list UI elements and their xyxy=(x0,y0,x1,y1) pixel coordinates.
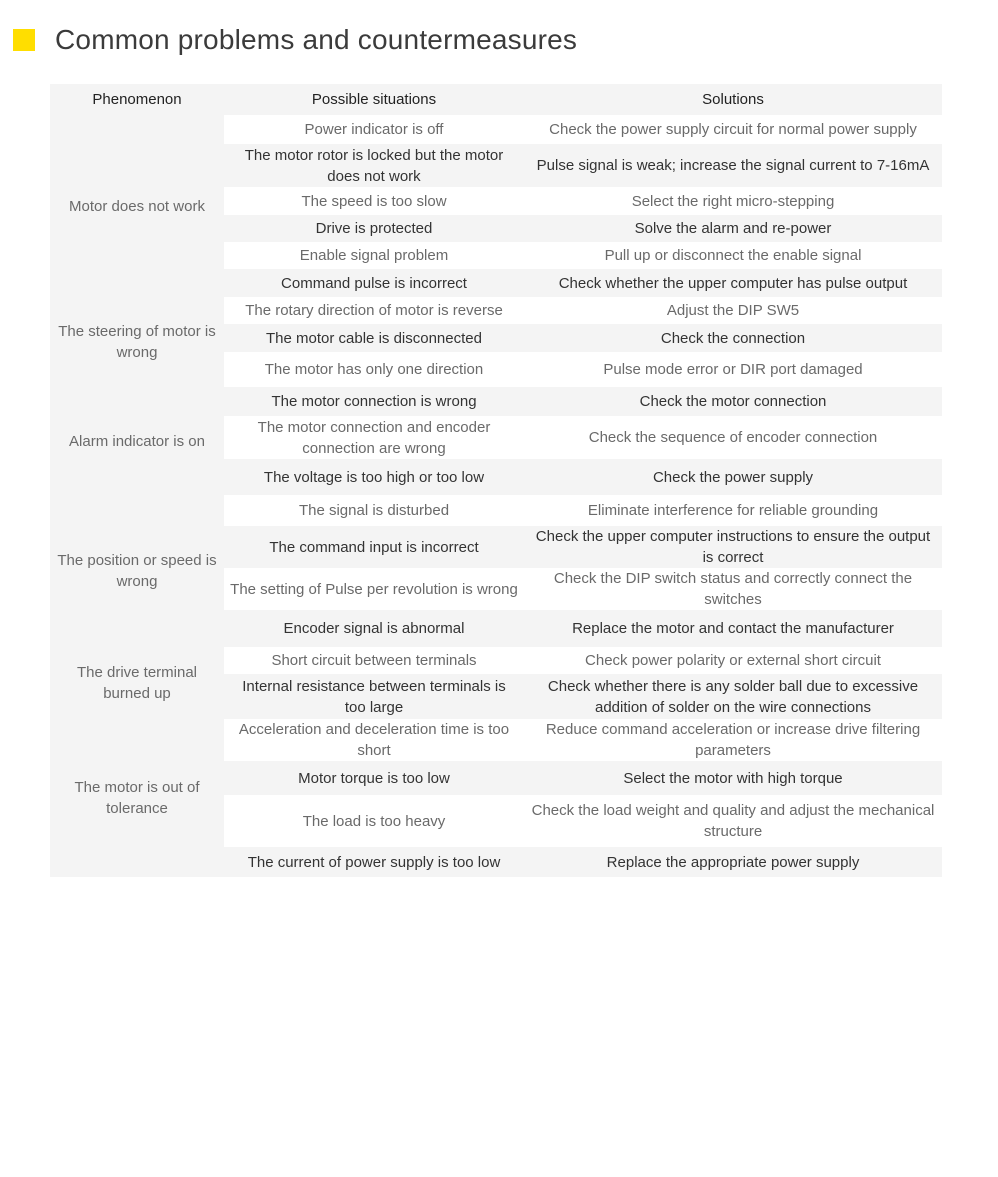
solution-cell: Check the motor connection xyxy=(524,387,942,416)
solution-cell: Check the DIP switch status and correctly connect the switches xyxy=(524,568,942,610)
solution-cell: Check the power supply circuit for normal power supply xyxy=(524,115,942,144)
table-row xyxy=(50,719,942,761)
situation-cell: The motor connection is wrong xyxy=(224,387,524,416)
yellow-square-icon xyxy=(13,29,35,51)
solution-cell: Select the motor with high torque xyxy=(524,761,942,795)
situation-cell: Encoder signal is abnormal xyxy=(224,610,524,647)
situation-cell: Motor torque is too low xyxy=(224,761,524,795)
solution-cell: Check the sequence of encoder connection xyxy=(524,416,942,459)
situation-cell: Enable signal problem xyxy=(224,242,524,269)
solution-cell: Select the right micro-stepping xyxy=(524,187,942,215)
solution-cell: Replace the motor and contact the manufacturer xyxy=(524,610,942,647)
table-row xyxy=(50,297,942,324)
phenomenon-cell: Motor does not work xyxy=(50,115,224,297)
situation-cell: The current of power supply is too low xyxy=(224,847,524,877)
situation-cell: The motor rotor is locked but the motor does not work xyxy=(224,144,524,187)
situation-cell: The signal is disturbed xyxy=(224,495,524,526)
table-row xyxy=(50,387,942,416)
section-header xyxy=(13,24,577,56)
table-row xyxy=(50,495,942,526)
solution-cell: Check the load weight and quality and adjust the mechanical structure xyxy=(524,795,942,847)
phenomenon-cell: The position or speed is wrong xyxy=(50,495,224,647)
solution-cell: Replace the appropriate power supply xyxy=(524,847,942,877)
solution-cell: Check power polarity or external short circuit xyxy=(524,647,942,674)
situation-cell: The command input is incorrect xyxy=(224,526,524,568)
situation-cell: The rotary direction of motor is reverse xyxy=(224,297,524,324)
situation-cell: The motor has only one direction xyxy=(224,352,524,387)
solution-cell: Pulse signal is weak; increase the signal current to 7-16mA xyxy=(524,144,942,187)
situation-cell: Command pulse is incorrect xyxy=(224,269,524,297)
solution-cell: Check the power supply xyxy=(524,459,942,495)
situation-cell: The setting of Pulse per revolution is wrong xyxy=(224,568,524,610)
situation-cell: Power indicator is off xyxy=(224,115,524,144)
situation-cell: The load is too heavy xyxy=(224,795,524,847)
header-solutions: Solutions xyxy=(524,84,942,115)
solution-cell: Pulse mode error or DIR port damaged xyxy=(524,352,942,387)
situation-cell: Acceleration and deceleration time is too short xyxy=(224,719,524,761)
table-body xyxy=(50,115,942,877)
solution-cell: Check the connection xyxy=(524,324,942,352)
problems-table xyxy=(50,84,942,877)
situation-cell: The voltage is too high or too low xyxy=(224,459,524,495)
header-phenomenon: Phenomenon xyxy=(50,84,224,115)
solution-cell: Pull up or disconnect the enable signal xyxy=(524,242,942,269)
header-situations: Possible situations xyxy=(224,84,524,115)
phenomenon-cell: The steering of motor is wrong xyxy=(50,297,224,387)
solution-cell: Check the upper computer instructions to ensure the output is correct xyxy=(524,526,942,568)
phenomenon-cell: The drive terminal burned up xyxy=(50,647,224,719)
solution-cell: Reduce command acceleration or increase drive filtering parameters xyxy=(524,719,942,761)
table-row xyxy=(50,647,942,674)
table-row xyxy=(50,115,942,144)
phenomenon-cell: The motor is out of tolerance xyxy=(50,719,224,877)
phenomenon-cell: Alarm indicator is on xyxy=(50,387,224,495)
solution-cell: Solve the alarm and re-power xyxy=(524,215,942,242)
solution-cell: Check whether there is any solder ball due to excessive addition of solder on the wire connections xyxy=(524,674,942,719)
situation-cell: Short circuit between terminals xyxy=(224,647,524,674)
solution-cell: Eliminate interference for reliable grounding xyxy=(524,495,942,526)
solution-cell: Adjust the DIP SW5 xyxy=(524,297,942,324)
page-title: Common problems and countermeasures xyxy=(55,24,578,55)
situation-cell: The speed is too slow xyxy=(224,187,524,215)
table-header-row xyxy=(50,84,942,115)
situation-cell: The motor cable is disconnected xyxy=(224,324,524,352)
situation-cell: Internal resistance between terminals is too large xyxy=(224,674,524,719)
solution-cell: Check whether the upper computer has pulse output xyxy=(524,269,942,297)
situation-cell: Drive is protected xyxy=(224,215,524,242)
situation-cell: The motor connection and encoder connection are wrong xyxy=(224,416,524,459)
